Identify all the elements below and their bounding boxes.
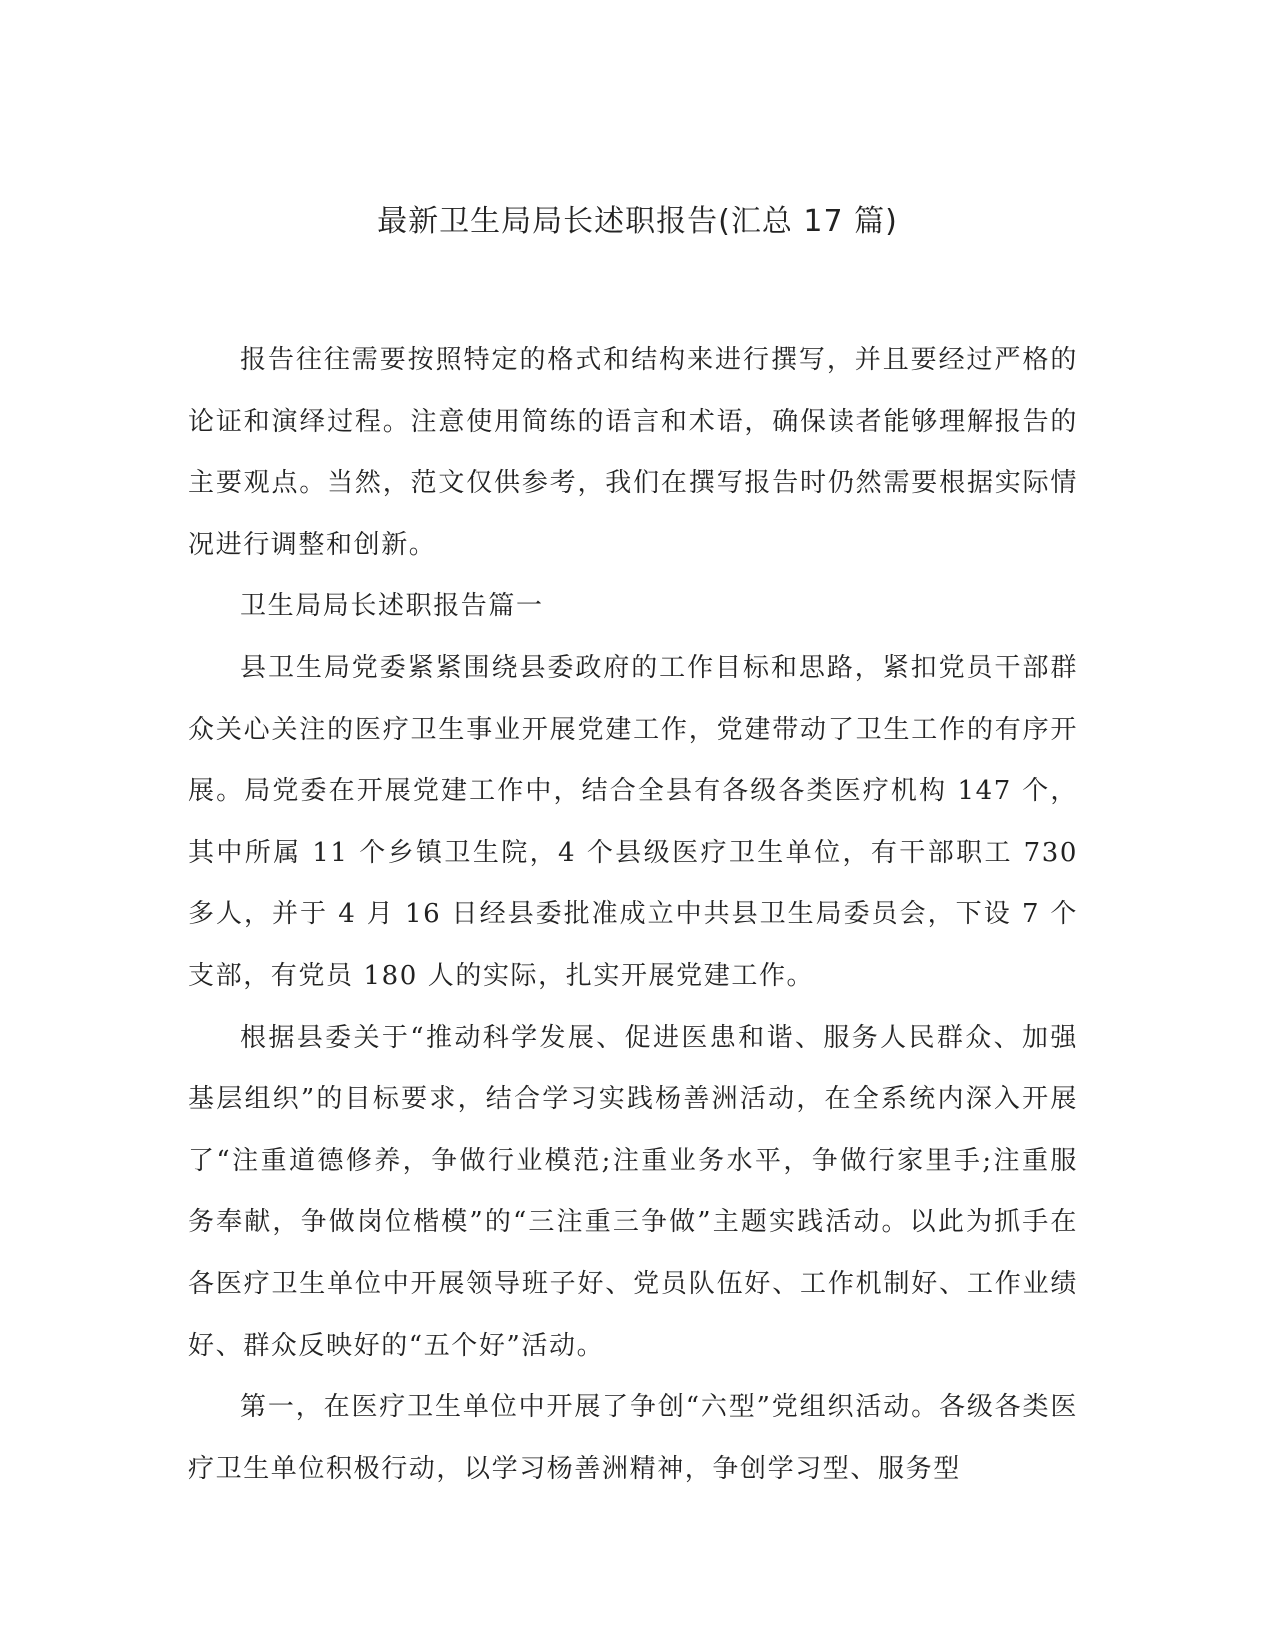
- intro-paragraph: 报告往往需要按照特定的格式和结构来进行撰写，并且要经过严格的论证和演绎过程。注意使用简练的语言和术语，确保读者能够理解报告的主要观点。当然，范文仅供参考，我们在撰写报告时仍然需要根据实际情况进行调整和创新。: [188, 345, 1078, 560]
- document-title: 最新卫生局局长述职报告(汇总 17 篇): [377, 204, 898, 239]
- document-body: [188, 330, 1078, 1500]
- section-heading: 卫生局局长述职报告篇一: [240, 591, 544, 622]
- body-paragraph: 根据县委关于“推动科学发展、促进医患和谐、服务人民群众、加强基层组织”的目标要求，结合学习实践杨善洲活动，在全系统内深入开展了“注重道德修养，争做行业模范;注重业务水平，争做行家里手;注重服务奉献，争做岗位楷模”的“三注重三争做”主题实践活动。以此为抓手在各医疗卫生单位中开展领导班子好、党员队伍好、工作机制好、工作业绩好、群众反映好的“五个好”活动。: [188, 1022, 1078, 1361]
- body-paragraph: 县卫生局党委紧紧围绕县委政府的工作目标和思路，紧扣党员干部群众关心关注的医疗卫生事业开展党建工作，党建带动了卫生工作的有序开展。局党委在开展党建工作中，结合全县有各级各类医疗机构 147 个，其中所属 11 个乡镇卫生院，4 个县级医疗卫生单位，有干部职工 730 多人，并于 4 月 16 日经县委批准成立中共县卫生局委员会，下设 7 个支部，有党员 180 人的实际，扎实开展党建工作。: [188, 652, 1078, 991]
- body-paragraph: 第一，在医疗卫生单位中开展了争创“六型”党组织活动。各级各类医疗卫生单位积极行动，以学习杨善洲精神，争创学习型、服务型: [188, 1392, 1078, 1484]
